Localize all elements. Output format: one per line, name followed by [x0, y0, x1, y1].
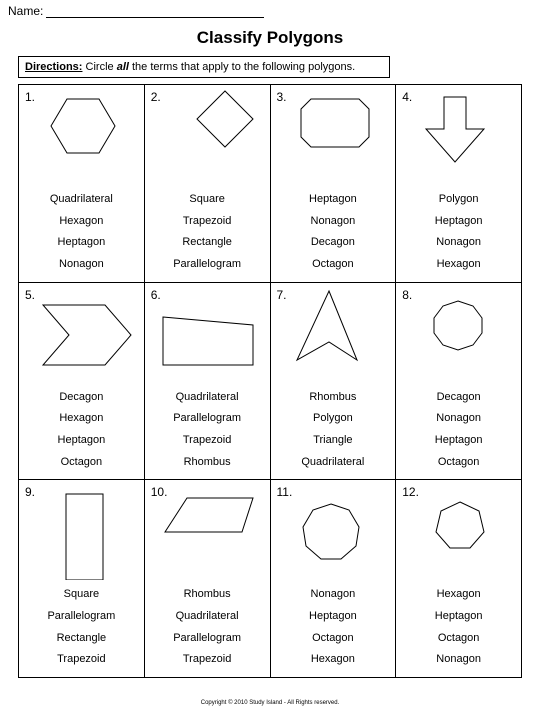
arrow-down-shape — [396, 85, 521, 185]
term-list — [19, 387, 144, 474]
directions-label: Directions: — [25, 61, 83, 73]
term-option[interactable]: Octagon — [312, 631, 354, 644]
term-list — [396, 387, 521, 474]
chevron-shape — [19, 283, 144, 383]
term-list — [271, 387, 396, 474]
term-list — [396, 189, 521, 276]
term-option[interactable]: Rectangle — [182, 236, 232, 249]
term-option[interactable]: Square — [63, 588, 100, 601]
term-option[interactable]: Heptagon — [434, 434, 483, 447]
name-field — [8, 4, 264, 18]
term-option[interactable]: Nonagon — [436, 412, 481, 425]
problem-cell — [396, 283, 522, 481]
term-option[interactable]: Rectangle — [56, 631, 107, 644]
problem-number: 10. — [150, 485, 168, 500]
term-list — [271, 584, 396, 671]
term-list — [145, 387, 270, 474]
term-list — [145, 189, 270, 276]
directions-emphasis: all — [116, 61, 129, 73]
problem-cell — [145, 480, 271, 678]
term-option[interactable]: Polygon — [438, 193, 479, 205]
directions-text-before: Circle — [82, 61, 117, 73]
nonagon-shape — [271, 480, 396, 580]
term-option[interactable]: Nonagon — [310, 588, 356, 601]
term-option[interactable]: Heptagon — [434, 610, 483, 623]
term-option[interactable]: Quadrilateral — [175, 390, 239, 403]
problem-number: 11. — [276, 485, 293, 500]
term-option[interactable]: Hexagon — [59, 214, 104, 227]
problem-cell — [19, 85, 145, 283]
term-option[interactable]: Heptagon — [309, 193, 357, 205]
term-list — [19, 189, 144, 276]
term-option[interactable]: Trapezoid — [182, 214, 232, 227]
term-option[interactable]: Hexagon — [310, 653, 355, 666]
problem-number: 4. — [402, 90, 413, 104]
term-option[interactable]: Parallelogram — [173, 412, 242, 425]
term-option[interactable]: Heptagon — [309, 610, 357, 623]
directions-box — [18, 56, 390, 78]
term-option[interactable]: Octagon — [312, 258, 354, 271]
copyright-footer: Copyright © 2010 Study Island - All Rights reserved. — [200, 700, 340, 706]
parallelogram-shape — [145, 480, 270, 580]
problem-cell — [145, 283, 271, 481]
problem-cell — [271, 283, 397, 481]
term-option[interactable]: Rhombus — [183, 455, 231, 468]
octagon-elongated-shape — [271, 85, 396, 185]
heptagon-shape — [396, 480, 521, 580]
term-option[interactable]: Nonagon — [310, 214, 356, 227]
term-list — [145, 584, 270, 671]
term-option[interactable]: Parallelogram — [47, 610, 116, 623]
problem-number: 3. — [276, 90, 287, 104]
term-list — [396, 584, 521, 671]
problem-cell — [396, 480, 522, 678]
term-option[interactable]: Nonagon — [436, 653, 481, 666]
problem-number: 6. — [150, 287, 161, 302]
term-option[interactable]: Trapezoid — [182, 653, 232, 666]
term-option[interactable]: Decagon — [310, 236, 355, 249]
term-option[interactable]: Hexagon — [59, 412, 104, 425]
term-option[interactable]: Nonagon — [436, 236, 481, 249]
problem-cell — [396, 85, 522, 283]
term-option[interactable]: Heptagon — [57, 236, 106, 249]
term-option[interactable]: Octagon — [437, 455, 480, 468]
problem-number: 8. — [402, 287, 413, 302]
term-option[interactable]: Hexagon — [436, 258, 481, 271]
term-option[interactable]: Hexagon — [436, 588, 481, 601]
name-blank-line — [46, 5, 264, 18]
term-option[interactable]: Quadrilateral — [49, 193, 113, 205]
problem-number: 1. — [25, 90, 36, 104]
term-option[interactable]: Parallelogram — [173, 258, 242, 271]
term-option[interactable]: Quadrilateral — [175, 610, 239, 623]
term-option[interactable]: Rhombus — [309, 390, 357, 403]
name-label: Name: — [8, 4, 44, 18]
rectangle-shape — [19, 480, 144, 580]
worksheet-title: Classify Polygons — [196, 28, 344, 47]
problem-grid — [18, 84, 522, 678]
problem-number: 5. — [25, 287, 36, 302]
term-option[interactable]: Rhombus — [183, 588, 231, 601]
problem-cell — [145, 85, 271, 283]
square-rotated-shape — [145, 85, 270, 185]
problem-number: 9. — [25, 485, 36, 500]
term-option[interactable]: Decagon — [59, 390, 104, 403]
term-option[interactable]: Decagon — [436, 390, 481, 403]
term-option[interactable]: Heptagon — [434, 214, 483, 227]
term-option[interactable]: Square — [189, 193, 225, 205]
problem-number: 7. — [276, 287, 287, 302]
term-option[interactable]: Parallelogram — [173, 631, 242, 644]
term-option[interactable]: Quadrilateral — [301, 455, 365, 468]
problem-cell — [271, 480, 397, 678]
problem-number: 12. — [402, 485, 419, 500]
hexagon-shape — [19, 85, 144, 185]
problem-cell — [271, 85, 397, 283]
dart-shape — [271, 283, 396, 383]
term-option[interactable]: Nonagon — [59, 258, 104, 271]
term-option[interactable]: Triangle — [313, 434, 353, 447]
term-list — [19, 584, 144, 671]
problem-cell — [19, 283, 145, 481]
term-option[interactable]: Polygon — [312, 412, 353, 425]
term-list — [271, 189, 396, 276]
directions-text-after: the terms that apply to the following polygons. — [128, 61, 356, 73]
problem-cell — [19, 480, 145, 678]
term-option[interactable]: Trapezoid — [57, 653, 106, 666]
term-option[interactable]: Octagon — [60, 455, 103, 468]
trapezoid-shape — [145, 283, 270, 383]
problem-number: 2. — [150, 90, 161, 104]
term-option[interactable]: Heptagon — [57, 434, 106, 447]
term-option[interactable]: Octagon — [437, 631, 480, 644]
term-option[interactable]: Trapezoid — [182, 434, 232, 447]
decagon-shape — [396, 283, 521, 383]
